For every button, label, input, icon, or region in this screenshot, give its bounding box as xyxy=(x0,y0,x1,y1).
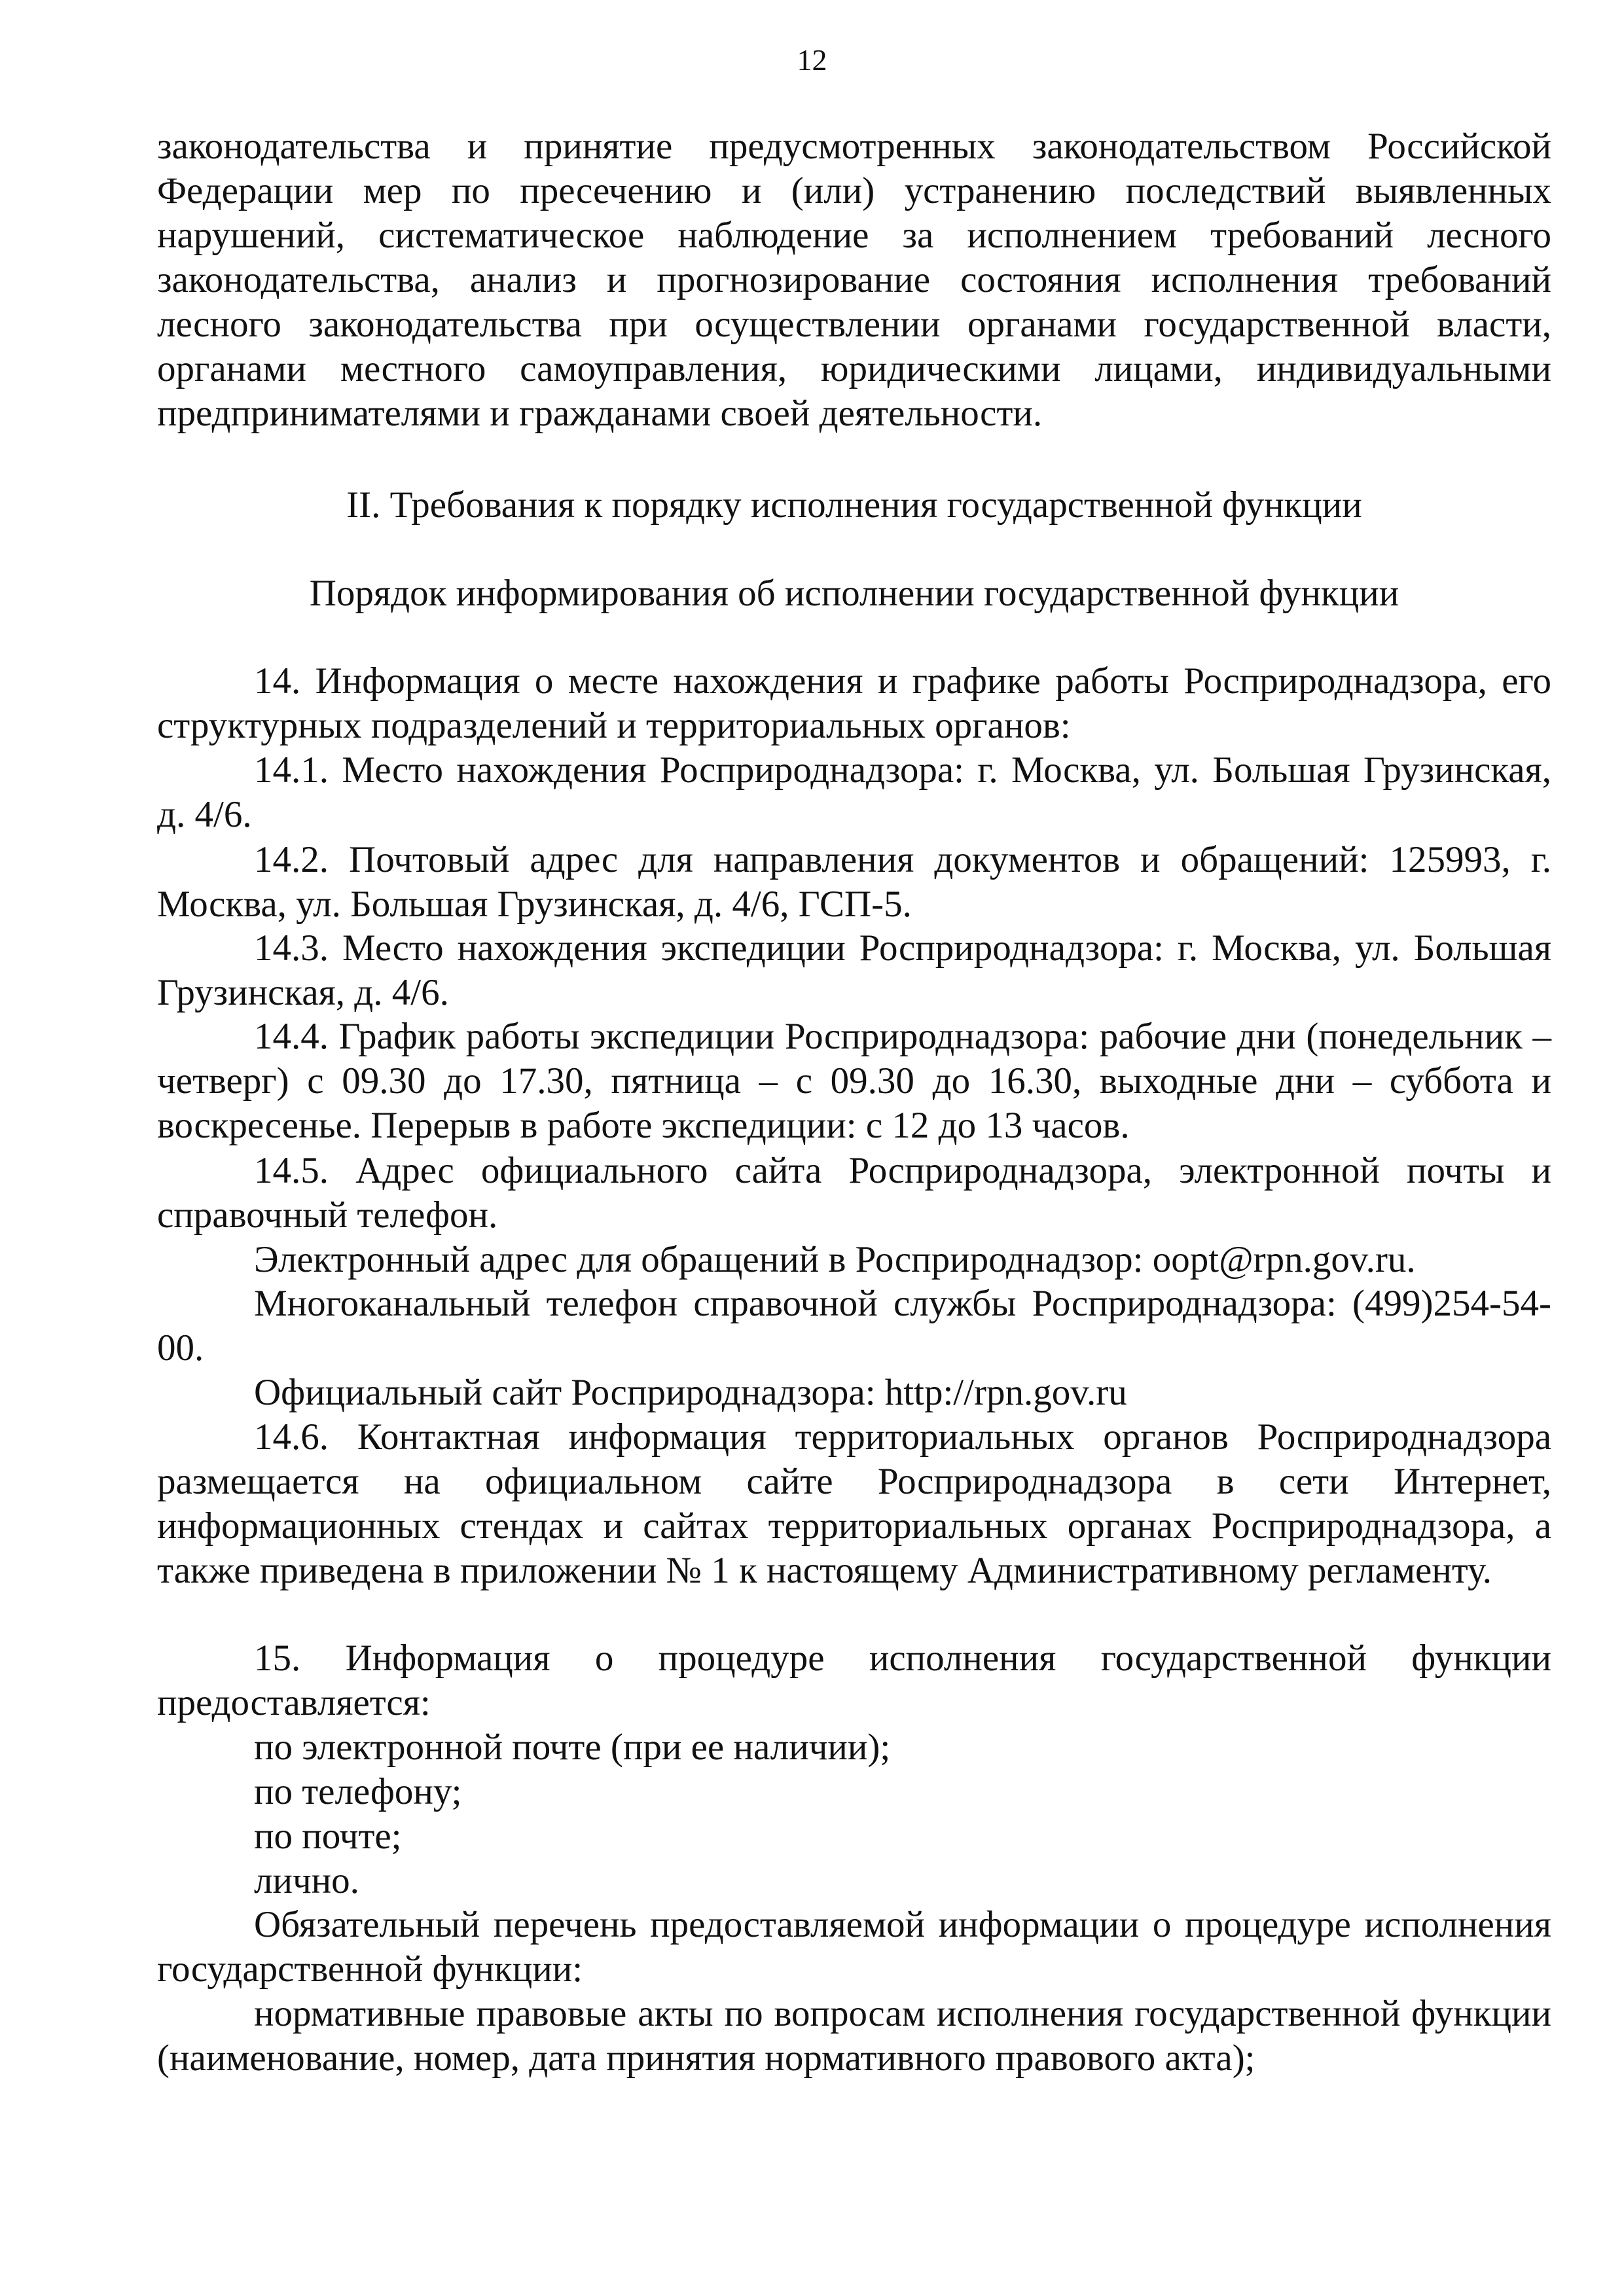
list-item-phone: по телефону; xyxy=(254,1771,462,1812)
site-line: Официальный сайт Росприроднадзора: http://rpn.gov.ru xyxy=(254,1372,1127,1413)
paragraph-14-2: 14.2. Почтовый адрес для направления документов и обращений: 125993, г. Москва, ул. Большая Грузинская, д. 4/6, ГСП-5. xyxy=(157,839,1551,925)
paragraph-15: 15. Информация о процедуре исполнения государственной функции предоставляется: xyxy=(157,1638,1551,1723)
email-line: Электронный адрес для обращений в Росприроднадзор: oopt@rpn.gov.ru. xyxy=(254,1239,1416,1280)
paragraph-14-1: 14.1. Место нахождения Росприроднадзора: г. Москва, ул. Большая Грузинская, д. 4/6. xyxy=(157,749,1551,835)
normative-acts-item: нормативные правовые акты по вопросам исполнения государственной функции (наименование, номер, дата принятия нормативного правового акта); xyxy=(157,1993,1551,2079)
paragraph-14-5: 14.5. Адрес официального сайта Росприроднадзора, электронной почты и справочный телефон. xyxy=(157,1150,1551,1236)
paragraph-14-4: 14.4. График работы экспедиции Росприроднадзора: рабочие дни (понедельник – четверг) с 09.30 до 17.30, пятница – с 09.30 до 16.30, выходные дни – суббота и воскресенье. Перерыв в работе экспедиции: с 12 до 13 часов. xyxy=(157,1016,1551,1146)
paragraph-14-3: 14.3. Место нахождения экспедиции Росприроднадзора: г. Москва, ул. Большая Грузинская, д. 4/6. xyxy=(157,927,1551,1013)
subsection-heading: Порядок информирования об исполнении государственной функции xyxy=(309,573,1399,614)
list-item-in-person: лично. xyxy=(254,1860,359,1901)
phone-line: Многоканальный телефон справочной службы Росприроднадзора: (499)254-54-00. xyxy=(157,1283,1551,1369)
mandatory-list-intro: Обязательный перечень предоставляемой информации о процедуре исполнения государственной функции: xyxy=(157,1904,1551,1990)
list-item-mail: по почте; xyxy=(254,1816,402,1857)
section-heading: II. Требования к порядку исполнения государственной функции xyxy=(346,484,1362,526)
paragraph-14-6: 14.6. Контактная информация территориальных органов Росприроднадзора размещается на официальном сайте Росприроднадзора в сети Интернет, информационных стендах и сайтах территориальных органах Росприроднадзора, а также приведена в приложении № 1 к настоящему Административному регламенту. xyxy=(157,1416,1551,1591)
intro-paragraph: законодательства и принятие предусмотренных законодательством Российской Федерации мер по пресечению и (или) устранению последствий выявленных нарушений, систематическое наблюдение за исполнением требований лесного законодательства, анализ и прогнозирование состояния исполнения требований лесного законодательства при осуществлении органами государственной власти, органами местного самоуправления, юридическими лицами, индивидуальными предпринимателями и гражданами своей деятельности. xyxy=(157,126,1551,434)
page-number: 12 xyxy=(797,43,827,77)
paragraph-14: 14. Информация о месте нахождения и графике работы Росприроднадзора, его структурных подразделений и территориальных органов: xyxy=(157,660,1551,746)
list-item-email: по электронной почте (при ее наличии); xyxy=(254,1727,891,1768)
